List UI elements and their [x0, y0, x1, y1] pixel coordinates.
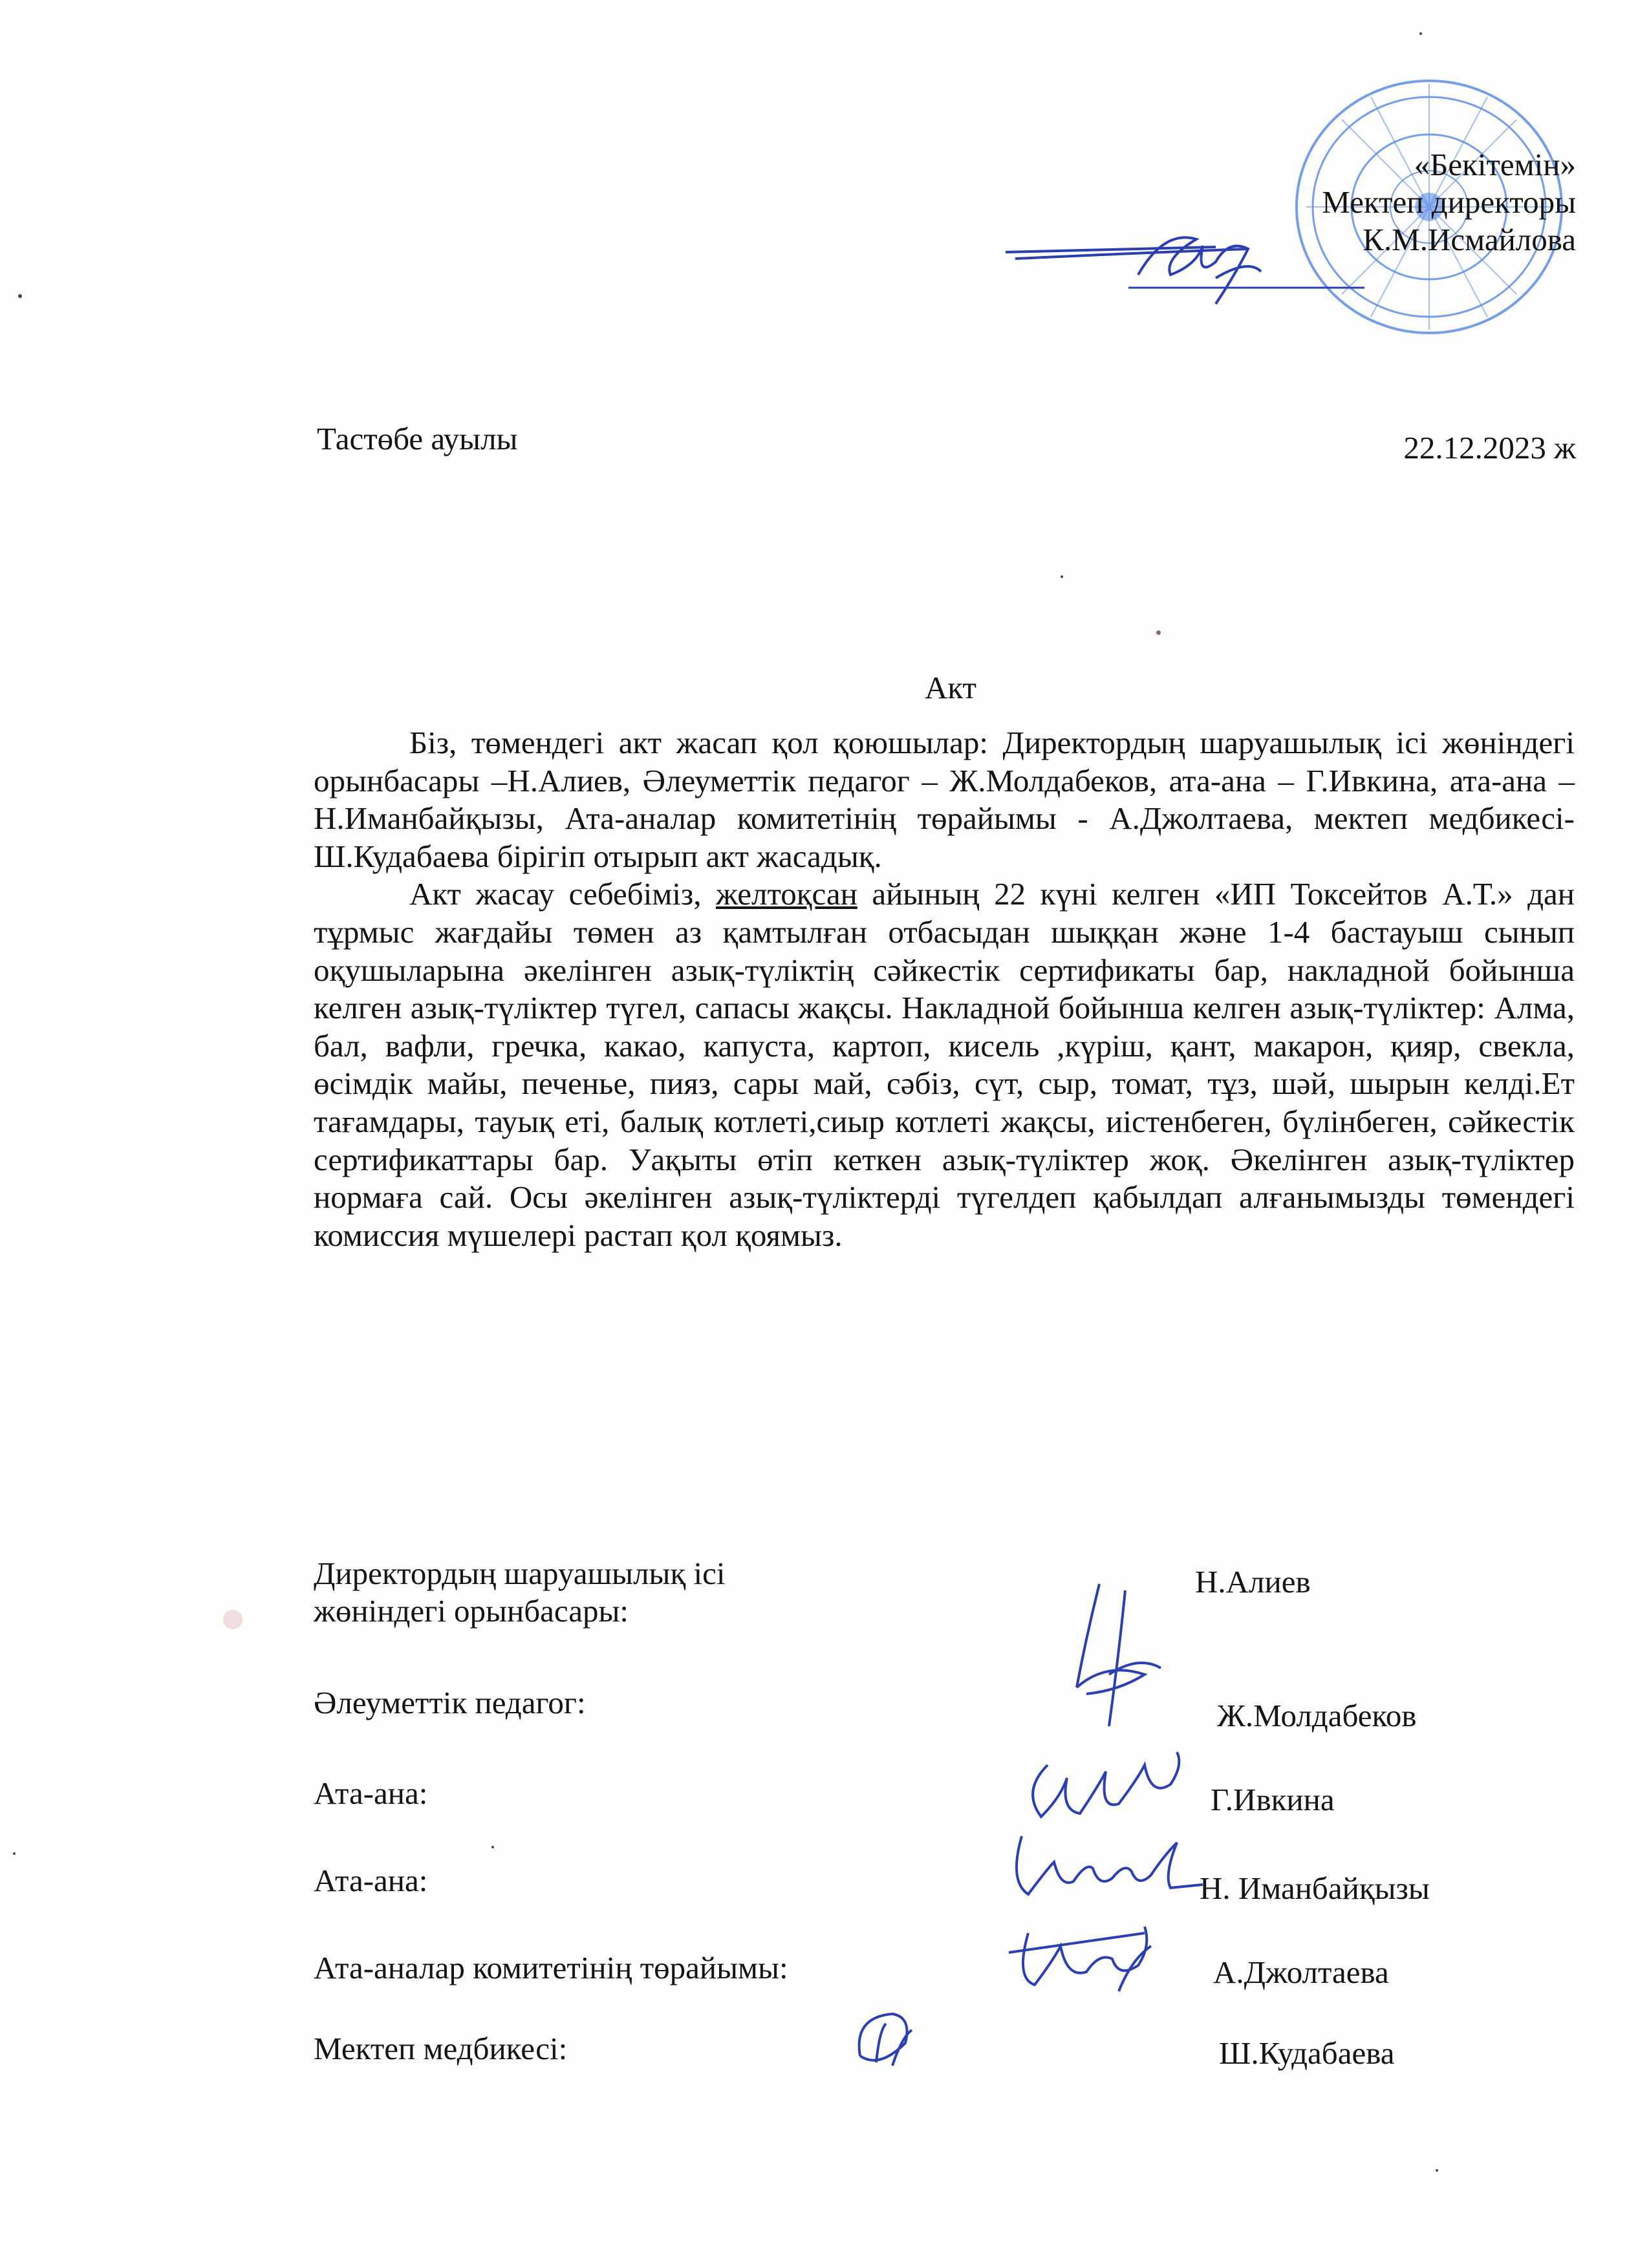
signatory-role-parent-1: Ата-ана: — [314, 1775, 428, 1811]
approval-position: Мектеп директоры — [1322, 184, 1576, 220]
scan-speck — [1436, 2169, 1438, 2172]
document-date: 22.12.2023 ж — [1403, 430, 1576, 465]
approval-block — [1322, 146, 1576, 259]
signatory-name-school-nurse: Ш.Кудабаева — [1219, 2035, 1395, 2071]
signatory-name-parent-1: Г.Ивкина — [1211, 1782, 1335, 1817]
role-line: Директордың шаруашылық ісі — [314, 1556, 726, 1591]
scan-speck — [13, 1852, 16, 1855]
month-underlined: желтоқсан — [716, 876, 857, 912]
paragraph-participants: Біз, төмендегі акт жасап қол қоюшылар: Директордың шаруашылық ісі жөніндегі орынбасары –Н.Алиев, Әлеуметтік педагог – Ж.Молдабеков, ата-ана – Г.Ивкина, ата-ана –Н.Иманбайқызы, Ата-аналар комитетінің төрайымы - А.Джолтаева, мектеп медбикесі-Ш.Кудабаева бірігіп отырып акт жасадық. — [314, 725, 1575, 874]
signature-deputy — [1048, 1578, 1196, 1746]
document-title: Акт — [925, 670, 976, 705]
place-name: Тастөбе ауылы — [317, 421, 518, 456]
signatory-name-deputy: Н.Алиев — [1195, 1564, 1311, 1599]
signatory-role-school-nurse: Мектеп медбикесі: — [314, 2031, 568, 2066]
document-body — [314, 724, 1575, 1254]
scan-speck — [18, 294, 22, 298]
signatory-role-deputy — [314, 1555, 726, 1630]
scan-speck — [1419, 32, 1422, 35]
approval-director-name: К.М.Исмайлова — [1363, 222, 1576, 257]
signatory-role-social-pedagogue: Әлеуметтік педагог: — [314, 1685, 586, 1720]
signature-social-pedagogue — [1015, 1739, 1203, 1830]
scan-speck — [1061, 575, 1063, 578]
paragraph-reason-start: Акт жасау себебіміз, — [409, 876, 717, 912]
scan-speck — [1156, 630, 1161, 635]
scan-speck — [223, 1610, 242, 1629]
scan-speck — [491, 1846, 494, 1848]
signatory-name-parent-2: Н. Иманбайқызы — [1200, 1870, 1430, 1906]
signature-school-nurse — [841, 2004, 931, 2075]
role-line: жөніндегі орынбасары: — [314, 1593, 629, 1629]
signatory-name-committee-chair: А.Джолтаева — [1213, 1954, 1389, 1990]
signature-parent — [996, 1817, 1209, 1914]
signature-committee-chair — [989, 1907, 1170, 2004]
paragraph-reason — [314, 875, 1575, 1254]
signatory-role-parent-2: Ата-ана: — [314, 1863, 428, 1898]
paragraph-reason-rest: айының 22 күні келген «ИП Токсейтов А.Т.» дан тұрмыс жағдайы төмен аз қамтылған отбасыдан шыққан және 1-4 бастауыш сынып оқушыларына әкелінген азық-түліктің сәйкестік сертификаты бар, накладной бойынша келген азық-түліктер түгел, сапасы жақсы. Накладной бойынша келген азық-түліктер: Алма, бал, вафли, гречка, какао, капуста, картоп, кисель ,күріш, қант, макарон, қияр, свекла, өсімдік майы, печенье, пияз, сары май, сәбіз, сүт, сыр, томат, тұз, шәй, шырын келді.Ет тағамдары, тауық еті, балық котлеті,сиыр котлеті жақсы, иістенбеген, бүлінбеген, сәйкестік сертификаттары бар. Уақыты өтіп кеткен азық-түліктер жоқ. Әкелінген азық-түліктер нормаға сай. Осы әкелінген азық-түліктерді түгелдеп қабылдап алғанымызды төмендегі комиссия мүшелері растап қол қоямыз. — [314, 876, 1575, 1253]
signatory-name-social-pedagogue: Ж.Молдабеков — [1217, 1698, 1417, 1733]
signatory-role-committee-chair: Ата-аналар комитетінің төрайымы: — [314, 1950, 788, 1985]
approval-heading: «Бекітемін» — [1414, 147, 1576, 182]
